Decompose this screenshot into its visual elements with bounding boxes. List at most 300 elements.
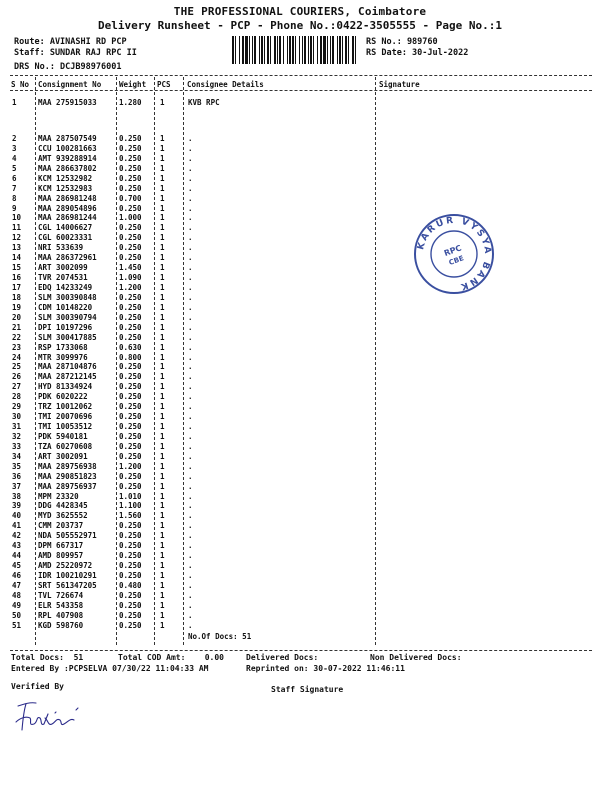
row-con: MTR 3099976 [38,352,88,362]
row-details: . [188,382,193,392]
row-pcs: 1 [160,461,165,471]
svg-text:RPC: RPC [442,243,463,259]
row-pcs: 1 [160,312,165,322]
row-sno: 1 [12,98,17,107]
row-con: CMM 203737 [38,521,84,531]
row-wt: 0.250 [119,362,142,372]
row-wt: 1.200 [119,282,142,292]
barcode-bar [279,36,281,64]
col-divider [375,77,376,645]
row-pcs: 1 [160,352,165,362]
row-wt: 0.630 [119,342,142,352]
row-details: . [188,561,193,570]
row-sno: 5 [12,163,17,173]
row-con: CDM 10148220 [38,302,93,312]
row-wt: 0.250 [119,561,142,570]
rs-number: RS No.: 989760 [366,37,438,47]
bank-stamp [412,212,496,296]
row-pcs: 1 [160,610,165,620]
row-con: TRZ 10012062 [38,402,93,412]
barcode-bar [355,36,356,64]
row-con: ART 3002091 [38,451,88,461]
row-sno: 25 [12,362,22,372]
no-of-docs: No.Of Docs: 51 [188,632,252,641]
row-details: . [188,153,193,163]
barcode-bar [259,36,260,64]
row-con: CGL 14006627 [38,223,93,233]
row-wt: 0.250 [119,292,142,302]
barcode-bar [239,36,240,64]
row-wt: 0.250 [119,471,142,481]
row-wt: 1.200 [119,461,142,471]
row-con: NDA 505552971 [38,531,97,541]
row-sno: 14 [12,253,22,263]
row-con: TZA 60270608 [38,441,93,451]
barcode-bar [337,36,338,64]
row-wt: 0.250 [119,223,142,233]
row-pcs: 1 [160,580,165,590]
row-con: PDK 5940181 [38,431,88,441]
row-con: RSP 1733068 [38,342,88,352]
row-pcs: 1 [160,412,165,421]
row-sno: 42 [12,531,22,541]
row-wt: 0.250 [119,521,142,531]
row-sno: 45 [12,561,22,570]
row-details: . [188,392,193,402]
barcode-bar [252,36,253,64]
row-sno: 18 [12,292,22,302]
row-pcs: 1 [160,521,165,531]
row-wt: 0.250 [119,322,142,332]
row-wt: 1.280 [119,98,142,107]
barcode-bar [342,36,343,64]
total-cod-amount: Total COD Amt: 0.00 [118,653,224,662]
row-con: KCM 12532983 [38,183,93,193]
row-details: . [188,143,193,153]
barcode-bar [283,36,284,64]
row-con: SLM 300390794 [38,312,97,322]
row-details: . [188,620,193,630]
row-details: . [188,163,193,173]
row-pcs: 1 [160,183,165,193]
row-sno: 19 [12,302,22,312]
row-pcs: 1 [160,590,165,600]
col-divider [116,77,117,645]
row-wt: 0.250 [119,243,142,253]
row-wt: 0.250 [119,431,142,441]
barcode-bar [254,36,256,64]
row-wt: 0.250 [119,173,142,183]
row-pcs: 1 [160,481,165,491]
delivered-docs: Delivered Docs: [246,653,319,662]
row-con: SRT 561347205 [38,580,97,590]
row-wt: 0.480 [119,580,142,590]
row-pcs: 1 [160,143,165,153]
row-wt: 0.250 [119,134,142,143]
route-label: Route: AVINASHI RD PCP [14,37,127,47]
barcode-bar [348,36,349,64]
row-con: MAA 286372961 [38,253,97,263]
table-top-rule [10,75,592,76]
footer-rule [10,650,592,651]
barcode-bar [308,36,309,64]
row-con: MAA 286981244 [38,213,97,223]
row-wt: 0.250 [119,163,142,173]
non-delivered-docs: Non Delivered Docs: [370,653,462,662]
total-docs: Total Docs: 51 [11,653,84,662]
row-con: MAA 289054896 [38,203,97,213]
row-wt: 1.090 [119,273,142,282]
staff-signature-label: Staff Signature [271,685,344,694]
row-details: . [188,422,193,431]
barcode-bar [249,36,250,64]
row-details: . [188,243,193,253]
barcode-bar [287,36,288,64]
row-details: . [188,431,193,441]
row-wt: 0.250 [119,620,142,630]
row-sno: 48 [12,590,22,600]
row-details: . [188,541,193,551]
row-details: . [188,610,193,620]
row-pcs: 1 [160,98,165,107]
col-header-sno: S No [11,80,30,89]
row-pcs: 1 [160,163,165,173]
row-pcs: 1 [160,551,165,561]
row-con: PDK 6020222 [38,392,88,402]
row-sno: 35 [12,461,22,471]
row-details: . [188,471,193,481]
row-wt: 0.700 [119,193,142,203]
row-sno: 40 [12,511,22,521]
row-details: . [188,362,193,372]
row-con: TVL 726674 [38,590,84,600]
row-details: . [188,521,193,531]
row-sno: 30 [12,412,22,421]
row-con: HYD 81334924 [38,382,93,392]
row-details: . [188,551,193,561]
row-wt: 0.250 [119,570,142,580]
col-divider [154,77,155,645]
row-con: AMD 809957 [38,551,84,561]
row-pcs: 1 [160,153,165,163]
barcode-bar [327,36,328,64]
table-header-rule [10,90,592,91]
row-con: MAA 275915033 [38,98,97,107]
row-con: TVR 2074531 [38,273,88,282]
barcode-bar [232,36,234,64]
row-sno: 3 [12,143,17,153]
row-wt: 0.250 [119,382,142,392]
row-wt: 0.250 [119,402,142,412]
row-wt: 0.250 [119,441,142,451]
row-pcs: 1 [160,243,165,253]
row-pcs: 1 [160,431,165,441]
row-details: . [188,451,193,461]
col-divider [35,77,36,645]
row-pcs: 1 [160,491,165,501]
row-pcs: 1 [160,134,165,143]
row-sno: 8 [12,193,17,203]
row-pcs: 1 [160,382,165,392]
row-details: . [188,302,193,312]
row-sno: 24 [12,352,22,362]
row-sno: 6 [12,173,17,183]
row-sno: 39 [12,501,22,511]
row-sno: 46 [12,570,22,580]
row-con: KGD 598760 [38,620,84,630]
row-wt: 0.800 [119,352,142,362]
row-con: SLM 300390848 [38,292,97,302]
row-pcs: 1 [160,213,165,223]
row-wt: 0.250 [119,183,142,193]
row-con: AMT 939288914 [38,153,97,163]
col-header-signature: Signature [379,80,420,89]
row-sno: 22 [12,332,22,342]
barcode-bar [345,36,347,64]
barcode-bar [277,36,278,64]
barcode-bar [302,36,303,64]
row-sno: 10 [12,213,22,223]
row-pcs: 1 [160,332,165,342]
barcode-bar [270,36,271,64]
row-sno: 11 [12,223,22,233]
row-wt: 1.560 [119,511,142,521]
row-pcs: 1 [160,223,165,233]
row-pcs: 1 [160,362,165,372]
row-pcs: 1 [160,203,165,213]
row-pcs: 1 [160,342,165,352]
row-pcs: 1 [160,372,165,382]
row-sno: 28 [12,392,22,402]
row-con: DPI 10197296 [38,322,93,332]
row-wt: 1.100 [119,501,142,511]
row-pcs: 1 [160,422,165,431]
row-sno: 16 [12,273,22,282]
row-pcs: 1 [160,292,165,302]
col-header-pcs: PCS [157,80,171,89]
row-wt: 0.250 [119,412,142,421]
row-wt: 0.250 [119,551,142,561]
barcode-bar [292,36,294,64]
row-pcs: 1 [160,600,165,610]
row-sno: 33 [12,441,22,451]
row-con: AMD 25220972 [38,561,93,570]
barcode-bar [323,36,326,64]
row-sno: 37 [12,481,22,491]
row-con: MAA 289756938 [38,461,97,471]
row-sno: 27 [12,382,22,392]
row-details: . [188,312,193,322]
row-details: . [188,193,193,203]
row-pcs: 1 [160,273,165,282]
row-pcs: 1 [160,392,165,402]
row-con: EDQ 14233249 [38,282,93,292]
row-sno: 12 [12,233,22,243]
row-sno: 41 [12,521,22,531]
row-pcs: 1 [160,233,165,243]
barcode-bar [274,36,276,64]
row-pcs: 1 [160,501,165,511]
row-sno: 51 [12,620,22,630]
row-details: . [188,441,193,451]
row-details: . [188,203,193,213]
row-pcs: 1 [160,441,165,451]
barcode-bar [313,36,314,64]
row-con: NRI 533639 [38,243,84,253]
row-con: KCM 12532982 [38,173,93,183]
row-con: CGL 60023331 [38,233,93,243]
row-pcs: 1 [160,451,165,461]
row-sno: 4 [12,153,17,163]
row-con: SLM 300417885 [38,332,97,342]
barcode-bar [310,36,312,64]
row-wt: 0.250 [119,610,142,620]
row-details: . [188,531,193,541]
row-details: . [188,322,193,332]
row-details: . [188,134,193,143]
barcode [232,36,357,64]
row-wt: 0.250 [119,143,142,153]
col-header-consignee: Consignee Details [187,80,264,89]
row-con: MAA 286981248 [38,193,97,203]
row-pcs: 1 [160,173,165,183]
row-details: . [188,253,193,263]
row-con: IDR 100210291 [38,570,97,580]
row-sno: 15 [12,263,22,273]
row-details: . [188,511,193,521]
svg-text:KARUR VYSYA BANK: KARUR VYSYA BANK [416,215,493,292]
barcode-bar [242,36,244,64]
row-pcs: 1 [160,511,165,521]
barcode-bar [235,36,236,64]
row-wt: 0.250 [119,233,142,243]
row-wt: 0.250 [119,600,142,610]
row-sno: 29 [12,402,22,412]
row-wt: 0.250 [119,203,142,213]
row-sno: 49 [12,600,22,610]
svg-text:CBE: CBE [447,254,465,267]
reprinted-on: Reprinted on: 30-07-2022 11:46:11 [246,664,405,673]
row-pcs: 1 [160,263,165,273]
row-con: ELR 543358 [38,600,84,610]
row-sno: 44 [12,551,22,561]
row-pcs: 1 [160,570,165,580]
row-details: . [188,332,193,342]
row-sno: 21 [12,322,22,332]
row-wt: 0.250 [119,531,142,541]
row-details: . [188,342,193,352]
row-details: . [188,282,193,292]
row-sno: 34 [12,451,22,461]
barcode-bar [295,36,296,64]
row-details: . [188,570,193,580]
row-details: . [188,412,193,421]
row-wt: 1.000 [119,213,142,223]
row-sno: 20 [12,312,22,322]
row-con: DPM 667317 [38,541,84,551]
barcode-bar [317,36,318,64]
row-pcs: 1 [160,620,165,630]
row-wt: 0.250 [119,422,142,431]
barcode-bar [245,36,248,64]
row-con: TMI 20070696 [38,412,93,421]
row-pcs: 1 [160,193,165,203]
rs-date: RS Date: 30-Jul-2022 [366,48,469,58]
row-details: . [188,600,193,610]
row-sno: 31 [12,422,22,431]
row-pcs: 1 [160,282,165,292]
col-header-weight: Weight [119,80,147,89]
row-details: . [188,352,193,362]
row-pcs: 1 [160,302,165,312]
col-header-consignment: Consignment No [38,80,102,89]
row-details: . [188,461,193,471]
row-pcs: 1 [160,253,165,263]
barcode-bar [289,36,291,64]
row-pcs: 1 [160,541,165,551]
row-sno: 2 [12,134,17,143]
row-wt: 0.250 [119,332,142,342]
company-name: THE PROFESSIONAL COURIERS, Coimbatore [173,5,427,18]
row-wt: 0.250 [119,253,142,263]
row-con: ART 3002099 [38,263,88,273]
row-details: . [188,292,193,302]
entered-by: Entered By :PCPSELVA 07/30/22 11:04:33 AM [11,664,209,673]
row-details: KVB RPC [188,98,220,107]
row-sno: 32 [12,431,22,441]
barcode-bar [267,36,269,64]
row-pcs: 1 [160,471,165,481]
row-details: . [188,223,193,233]
row-wt: 0.250 [119,481,142,491]
row-con: MAA 287104876 [38,362,97,372]
row-wt: 1.450 [119,263,142,273]
row-sno: 23 [12,342,22,352]
row-sno: 7 [12,183,17,193]
row-wt: 0.250 [119,541,142,551]
row-details: . [188,590,193,600]
row-pcs: 1 [160,402,165,412]
row-pcs: 1 [160,531,165,541]
row-details: . [188,263,193,273]
drs-number: DRS No.: DCJB98976001 [14,62,122,72]
barcode-bar [352,36,354,64]
handwritten-signature [14,696,84,738]
row-sno: 50 [12,610,22,620]
row-details: . [188,372,193,382]
row-sno: 13 [12,243,22,253]
verified-by-label: Verified By [11,682,64,691]
row-con: MAA 287212145 [38,372,97,382]
row-details: . [188,491,193,501]
row-con: MAA 290851823 [38,471,97,481]
row-con: MPM 23320 [38,491,79,501]
row-sno: 36 [12,471,22,481]
barcode-bar [304,36,306,64]
row-details: . [188,402,193,412]
row-details: . [188,273,193,282]
row-sno: 17 [12,282,22,292]
row-details: . [188,183,193,193]
barcode-bar [264,36,265,64]
row-sno: 26 [12,372,22,382]
row-pcs: 1 [160,322,165,332]
row-con: MYD 3625552 [38,511,88,521]
staff-label: Staff: SUNDAR RAJ RPC II [14,48,137,58]
row-details: . [188,233,193,243]
row-con: TMI 10053512 [38,422,93,431]
row-sno: 38 [12,491,22,501]
